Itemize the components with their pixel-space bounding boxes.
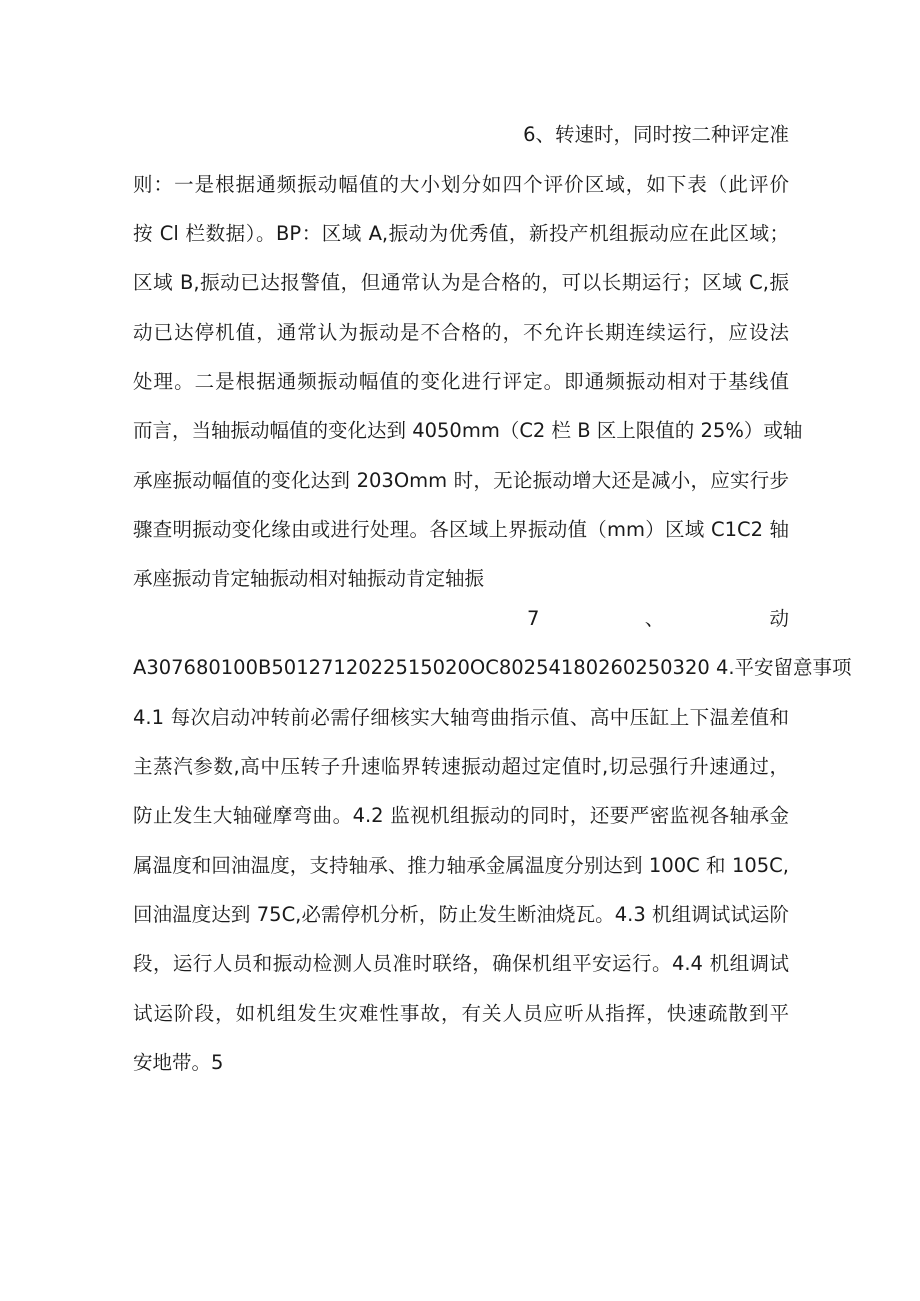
text-line-11 <box>527 604 789 634</box>
text-line-7: 而言，当轴振动幅值的变化达到 4050mm（C2 栏 B 区上限值的 25%）或轴 <box>133 419 803 442</box>
text-line-10: 承座振动肯定轴振动相对轴振动肯定轴振 <box>133 567 485 590</box>
text-line-20: 安地带。5 <box>133 1051 224 1074</box>
text-line-17: 回油温度达到 75C,必需停机分析，防止发生断油烧瓦。4.3 机组调试试运阶 <box>133 903 789 926</box>
spread-word-3: 动 <box>769 607 789 630</box>
text-line-8: 承座振动幅值的变化达到 203Omm 时，无论振动增大还是减小，应实行步 <box>133 469 789 492</box>
spread-word-2: 、 <box>644 607 665 630</box>
text-line-9: 骤查明振动变化缘由或进行处理。各区域上界振动值（mm）区域 C1C2 轴 <box>133 518 789 541</box>
text-line-16: 属温度和回油温度，支持轴承、推力轴承金属温度分别达到 100C 和 105C, <box>133 854 789 877</box>
text-line-5: 动已达停机值，通常认为振动是不合格的，不允许长期连续运行，应设法 <box>133 321 789 344</box>
text-line-3: 按 Cl 栏数据）。BP：区域 A,振动为优秀值，新投产机组振动应在此区域； <box>133 222 789 245</box>
spread-word-1: 7 <box>527 607 540 630</box>
text-line-14: 主蒸汽参数,高中压转子升速临界转速振动超过定值时,切忌强行升速通过， <box>133 755 789 778</box>
text-line-19: 试运阶段，如机组发生灾难性事故，有关人员应听从指挥，快速疏散到平 <box>133 1002 789 1025</box>
text-line-4: 区域 B,振动已达报警值，但通常认为是合格的，可以长期运行；区域 C,振 <box>133 271 789 294</box>
text-line-13: 4.1 每次启动冲转前必需仔细核实大轴弯曲指示值、高中压缸上下温差值和 <box>133 706 789 729</box>
text-line-12: A307680100B5012712022515020OC80254180260250320 4.平安留意事项 <box>133 656 852 679</box>
text-line-18: 段，运行人员和振动检测人员准时联络，确保机组平安运行。4.4 机组调试 <box>133 952 789 975</box>
text-line-6: 处理。二是根据通频振动幅值的变化进行评定。即通频振动相对于基线值 <box>133 370 789 393</box>
text-line-15: 防止发生大轴碰摩弯曲。4.2 监视机组振动的同时，还要严密监视各轴承金 <box>133 804 789 827</box>
text-line-1: 6、转速时，同时按二种评定准 <box>523 123 789 146</box>
text-line-2: 则：一是根据通频振动幅值的大小划分如四个评价区域，如下表（此评价 <box>133 173 789 196</box>
